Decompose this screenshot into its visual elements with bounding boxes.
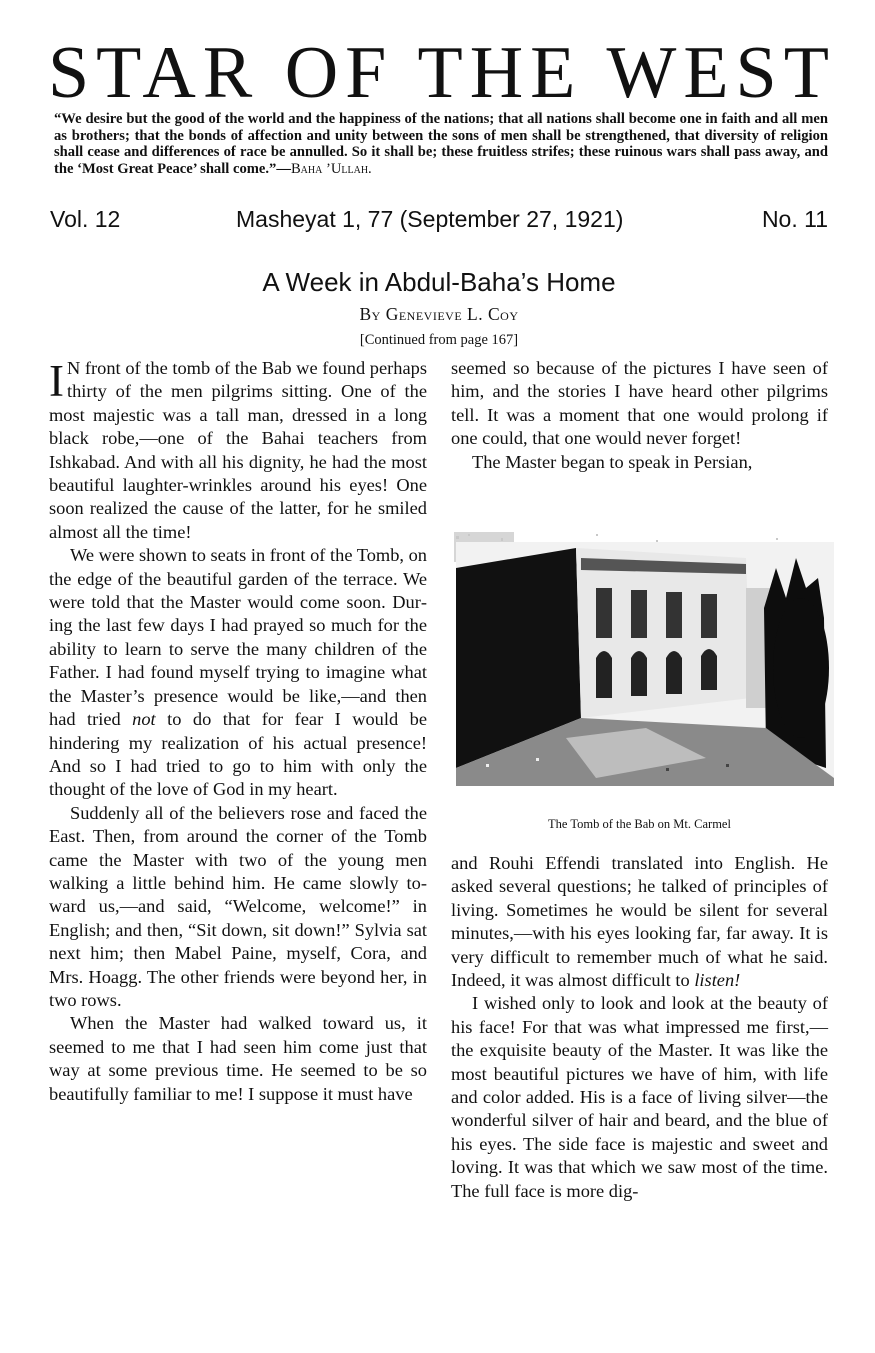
right-column-bottom [451,852,828,1203]
issue-number: No. 11 [761,206,828,232]
paragraph-text: N front of the tomb of the Bab we found perhaps thirty of the men pilgrims sitting. One of the most majestic was a tall man, dressed in a long black robe,—one of the Bahai teachers from Ishkabad. And with all his dignity, he had the most beautiful laughter-wrinkles around his eyes! One soon realized the cause of the latter, for he smiled almost all the time! [49,358,427,542]
motto-attribution: Baha ’Ullah. [290,160,372,177]
paragraph: When the Master had walked toward us, it seemed to me that I had seen him come just that way at some previous time. He seemed to be so beautifully familiar to me! I suppose it must have [49,1013,427,1104]
motto-text: “We desire but the good of the world and the happiness of the nations; that all nations shall become one in faith and all men as brothers; that the bonds of affection and unity between the sons of men shall be strengthened, that diversity of religion shall cease and differences of race be annulled. So it shall be; these fruitless strifes; these ruinous wars shall pass away, and the ‘Most Great Peace’ shall come.”— [54,111,828,177]
paragraph: seemed so because of the pictures I have seen of him, and the stories I have heard other pilgrims tell. It was a moment that one would prolong if one could, that one would never forget! [451,358,828,449]
paragraph: I wished only to look and look at the beauty of his face! For that was what impressed me first,—the exquisite beauty of the Master. It was like the most beautiful pictures we have of him, with life and color added. His is a face of living silver—the wonderful silver of hair and beard, and the blue of his eyes. The side face is majestic and sweet and loving. It was that which we saw most of the time. The full face is more dig- [451,993,828,1201]
article-byline: By Genevieve L. Coy [359,304,519,324]
motto-quote [54,111,828,177]
tomb-photo-image [446,528,838,804]
emphasis-text: not [132,709,156,730]
paragraph-text: We were shown to seats in front of the Tomb, on the edge of the beautiful garden of the terrace. We were told that the Master would come soon. During the last few days I had prayed so much for the ability to learn to serve the many children of the Father. I had found myself trying to imagine what the Master’s presence would be like,—and then had tried [49,545,427,730]
drop-cap: I [49,356,64,406]
emphasis-text: listen! [694,970,741,991]
tomb-photo [446,528,838,804]
left-column [49,357,427,1106]
paragraph-text: and Rouhi Effendi translated into English. He asked several questions; he talked of principles of living. Sometimes he would be silent for several minutes,—with his eyes looking far, far away. It is very difficult to remember much of what he said. Indeed, it was almost difficult to [451,853,828,991]
right-column-top [451,357,828,474]
paragraph: Suddenly all of the believers rose and faced the East. Then, from around the corner of the Tomb came the Master with two of the young men walking a little behind him. He came slowly toward us,—and said, “Welcome, welcome!” in English; and then, “Sit down, sit down!” Sylvia sat next him; then Mabel Paine, myself, Cora, and Mrs. Hoagg. The other friends were beyond her, in two rows. [49,802,427,1010]
paragraph [49,357,427,544]
continued-note: [Continued from page 167] [359,332,519,348]
paragraph [49,544,427,801]
issue-line [50,202,828,236]
paragraph [451,852,828,992]
paragraph: The Master began to speak in Persian, [472,451,753,472]
masthead-title: STAR OF THE WEST [48,32,836,114]
photo-caption: The Tomb of the Bab on Mt. Carmel [548,817,731,831]
paragraph-text: to do that for fear I would be hindering my realization of his actual presence! And so I had tried to go to him with only the thought of the love of God in my heart. [49,709,427,800]
article-title: A Week in Abdul-Baha’s Home [262,267,616,297]
issue-date: Masheyat 1, 77 (September 27, 1921) [236,206,624,232]
volume-number: Vol. 12 [50,206,121,232]
